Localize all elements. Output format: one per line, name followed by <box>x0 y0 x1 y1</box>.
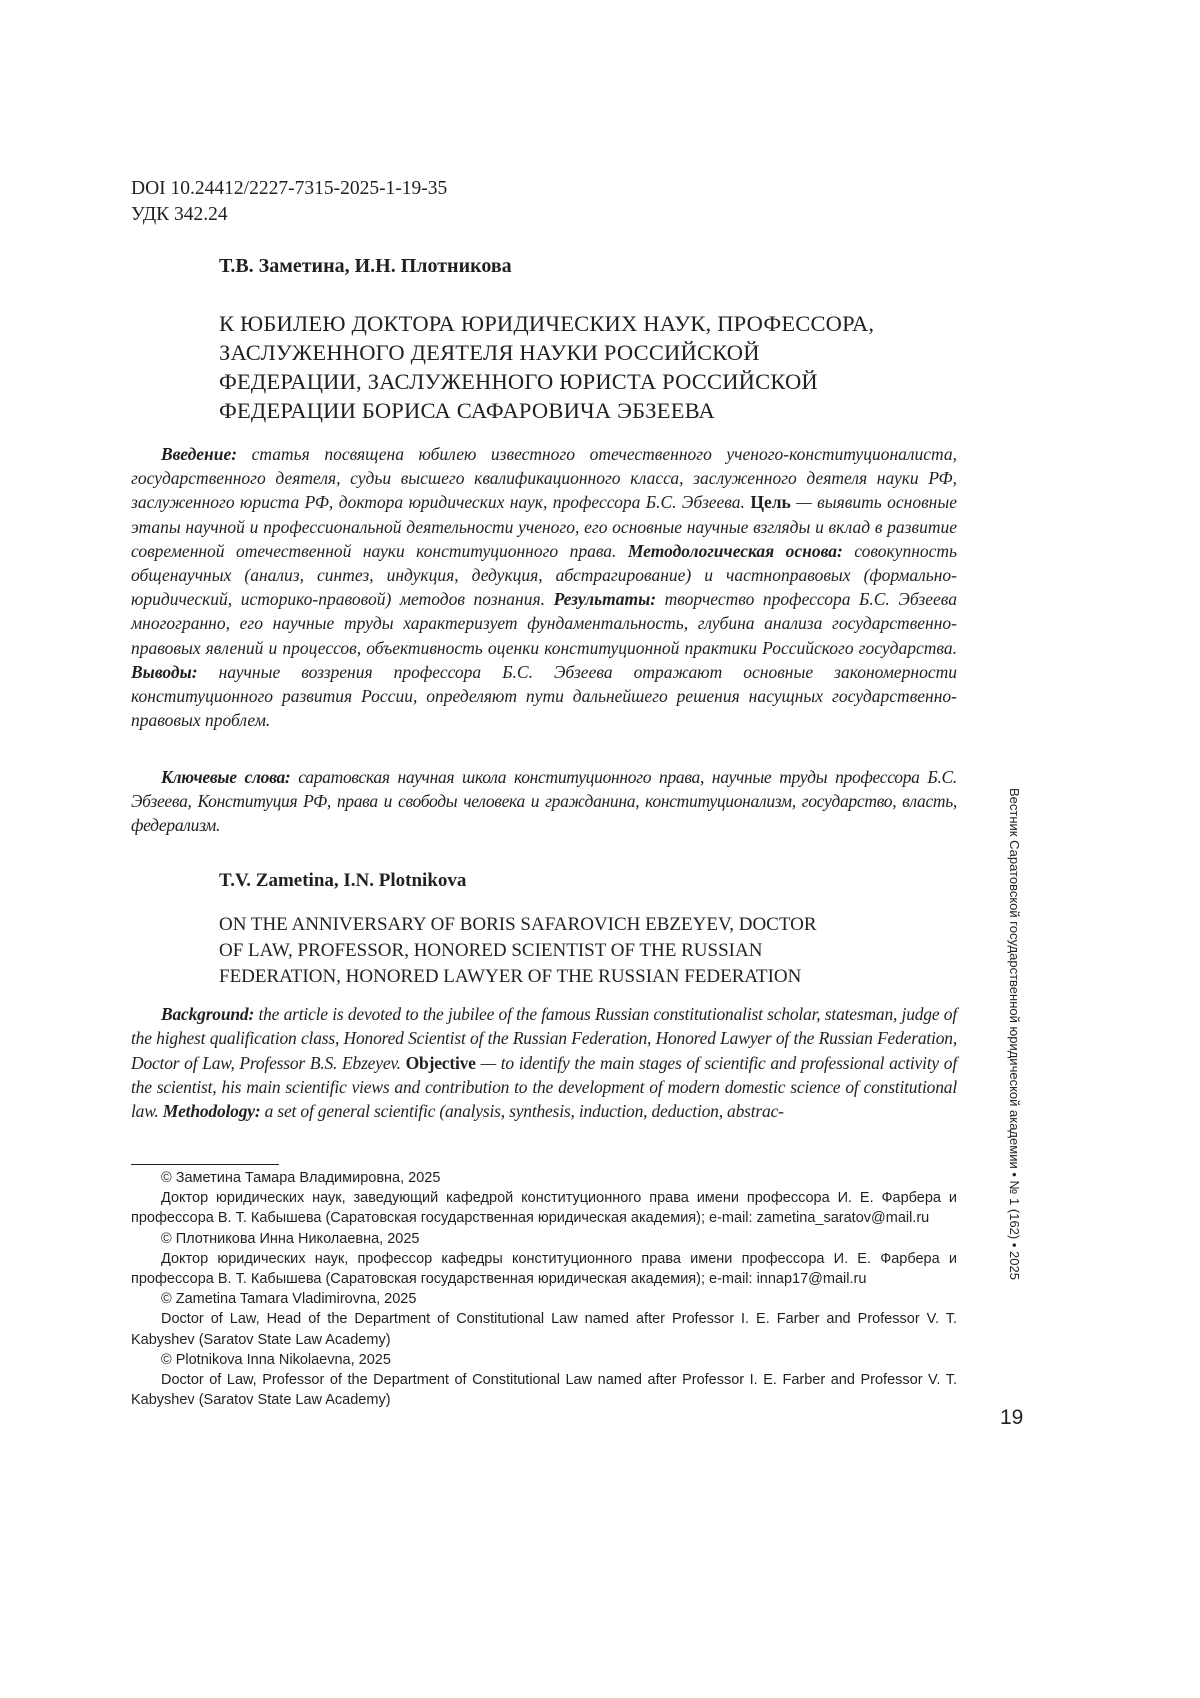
footnote-affiliation: Доктор юридических наук, профессор кафедры конституционного права имени профессора И. Е. Фарбера и профессора В. Т. Кабышева (Саратовская государственная юридическая академия); e-mail: innap17@mail.ru <box>131 1250 957 1288</box>
footnote-copyright: © Плотникова Инна Николаевна, 2025 <box>161 1230 420 1247</box>
footnote-affiliation: Доктор юридических наук, заведующий кафедрой конституционного права имени профессора И. Е. Фарбера и профессора В. Т. Кабышева (Саратовская государственная юридическая академия); e-mail: zametina_saratov@mail.ru <box>131 1190 957 1227</box>
abstract-ru <box>131 442 957 732</box>
footnote-copyright: © Zametina Tamara Vladimirovna, 2025 <box>161 1291 417 1308</box>
footnote-divider <box>131 1164 279 1165</box>
label-objective: Objective <box>405 1052 476 1073</box>
title-ru-line: ФЕДЕРАЦИИ, ЗАСЛУЖЕННОГО ЮРИСТА РОССИЙСКОЙ <box>219 369 818 394</box>
page-number: 19 <box>1000 1406 1024 1429</box>
doi-line: DOI 10.24412/2227-7315-2025-1-19-35 <box>131 178 448 199</box>
label-results: Результаты: <box>553 589 657 610</box>
footnote-affiliation: Doctor of Law, Head of the Department of Constitutional Law named after Professor I. E. Farber and Professor V. T. Kabyshev (Saratov State Law Academy) <box>131 1311 957 1348</box>
title-en <box>219 912 939 990</box>
journal-side-label: Вестник Саратовской государственной юридической академии • № 1 (162) • 2025 <box>1007 788 1022 1280</box>
label-conclusions: Выводы: <box>131 661 198 682</box>
keywords-text: саратовская научная школа конституционного права, научные труды профессора Б.С. Эбзеева, Конституция РФ, права и свободы человека и гражданина, конституционализм, государство, власть, федерализм. <box>131 767 957 836</box>
label-methodology-en: Methodology: <box>162 1101 261 1122</box>
udk-line: УДК 342.24 <box>131 204 228 225</box>
title-en-line: OF LAW, PROFESSOR, HONORED SCIENTIST OF THE RUSSIAN <box>219 940 763 961</box>
label-introduction: Введение: <box>161 444 238 464</box>
title-en-line: FEDERATION, HONORED LAWYER OF THE RUSSIAN FEDERATION <box>219 966 802 987</box>
footnote-copyright: © Заметина Тамара Владимировна, 2025 <box>161 1170 441 1186</box>
label-methodology: Методологическая основа: <box>627 540 843 561</box>
label-goal: Цель <box>750 492 791 513</box>
title-ru-line: ЗАСЛУЖЕННОГО ДЕЯТЕЛЯ НАУКИ РОССИЙСКОЙ <box>219 340 760 365</box>
abstract-ru-paragraph: Введение: статья посвящена юбилею известного отечественного ученого-конституционалиста, государственного деятеля, судьи высшего квалификационного класса, заслуженного деятеля науки РФ, заслуженного юриста РФ, доктора юридических наук, профессора Б.С. Эбзеева. Цель — выявить основные этапы научной и профессиональной деятельности ученого, его основные научные взгляды и вклад в развитие современной отечественной науки конституционного права. Методологическая основа: совокупность общенаучных (анализ, синтез, индукция, дедукция, абстрагирование) и частноправовых (формально-юридический, историко-правовой) методов познания. Результаты: творчество профессора Б.С. Эбзеева многогранно, его научные труды характеризует фундаментальность, глубина анализа государственно-правовых явлений и процессов, объективность оценки конституционной практики Российского государства. Выводы: научные воззрения профессора Б.С. Эбзеева отражают основные закономерности конституционного развития России, определяют пути дальнейшего решения насущных государственно-правовых проблем. <box>131 444 957 731</box>
keywords-ru <box>131 765 957 838</box>
abstract-en: Background: the article is devoted to the jubilee of the famous Russian constitutionalist scholar, statesman, judge of the highest qualification class, Honored Scientist of the Russian Federation, Honored Lawyer of the Russian Federation, Doctor of Law, Professor B.S. Ebzeyev. Objective — to identify the main stages of scientific and professional activity of the scientist, his main scientific views and contribution to the development of modern domestic science of constitutional law. Methodology: a set of general scientific (analysis, synthesis, induction, deduction, abstrac- <box>131 1004 958 1122</box>
label-keywords: Ключевые слова: <box>161 767 291 787</box>
authors-en: T.V. Zametina, I.N. Plotnikova <box>219 870 467 891</box>
title-ru-line: ФЕДЕРАЦИИ БОРИСА САФАРОВИЧА ЭБЗЕЕВА <box>219 398 715 423</box>
footnote-copyright: © Plotnikova Inna Nikolaevna, 2025 <box>161 1351 391 1368</box>
footnote-affiliation: Doctor of Law, Professor of the Department of Constitutional Law named after Professor I. E. Farber and Professor V. T. Kabyshev (Saratov State Law Academy) <box>131 1372 957 1409</box>
title-ru-line: К ЮБИЛЕЮ ДОКТОРА ЮРИДИЧЕСКИХ НАУК, ПРОФЕССОРА, <box>219 311 875 336</box>
footnotes <box>131 1168 957 1410</box>
article-identifiers <box>131 176 447 228</box>
label-background: Background: <box>161 1004 255 1024</box>
title-ru <box>219 309 939 425</box>
title-en-line: ON THE ANNIVERSARY OF BORIS SAFAROVICH EBZEYEV, DOCTOR <box>219 914 817 935</box>
authors-ru: Т.В. Заметина, И.Н. Плотникова <box>219 255 512 277</box>
